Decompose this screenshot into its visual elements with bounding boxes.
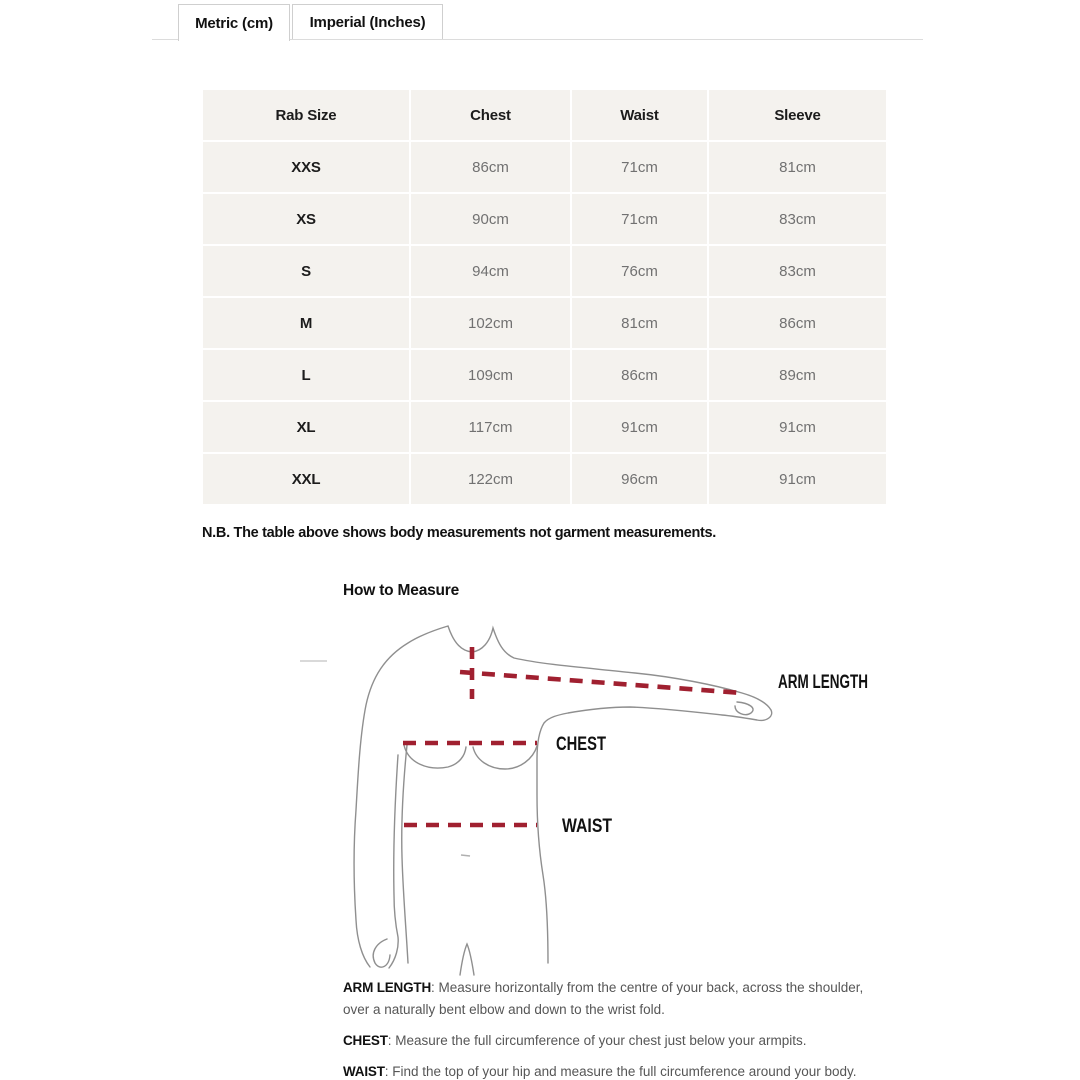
tab-metric[interactable] — [178, 4, 290, 41]
tab-imperial[interactable] — [292, 4, 443, 39]
waist-value-cell: 91cm — [572, 402, 707, 452]
size-cell: S — [203, 246, 409, 296]
instruction-arm-length-text: Measure horizontally from the centre of your back, across the shoulder, over a naturally bent elbow and down to the wrist fold. — [343, 980, 864, 1017]
separator: : — [431, 980, 439, 995]
navel-mark — [461, 855, 470, 856]
separator: : — [384, 1064, 393, 1079]
chest-curves — [404, 745, 537, 769]
instruction-waist-term: WAIST — [343, 1064, 385, 1079]
instruction-chest-term: CHEST — [343, 1033, 388, 1048]
size-cell: L — [203, 350, 409, 400]
waist-value-cell: 96cm — [572, 454, 707, 504]
waist-value-cell: 71cm — [572, 194, 707, 244]
diagram-labels — [556, 672, 868, 837]
instruction-waist-text: Find the top of your hip and measure the full circumference around your body. — [392, 1064, 857, 1079]
body-silhouette-path — [354, 626, 772, 967]
measurement-diagram — [290, 595, 930, 995]
size-table — [203, 90, 886, 504]
chest-value-cell: 86cm — [411, 142, 570, 192]
size-cell: XL — [203, 402, 409, 452]
right-hand-curl — [735, 702, 753, 715]
size-cell: XXS — [203, 142, 409, 192]
arm-length-label: ARM LENGTH — [778, 672, 868, 693]
tab-imperial-label: Imperial (Inches) — [309, 13, 426, 31]
sleeve-value-cell: 89cm — [709, 350, 886, 400]
sleeve-value-cell: 91cm — [709, 402, 886, 452]
waist-value-cell: 86cm — [572, 350, 707, 400]
sleeve-value-cell: 86cm — [709, 298, 886, 348]
how-to-measure-title: How to Measure — [343, 582, 460, 599]
instruction-chest-text: Measure the full circumference of your chest just below your armpits. — [395, 1033, 807, 1048]
tab-metric-label: Metric (cm) — [195, 14, 273, 32]
header-cell-rab-size: Rab Size — [203, 90, 409, 140]
chest-value-cell: 122cm — [411, 454, 570, 504]
sleeve-value-cell: 81cm — [709, 142, 886, 192]
instruction-waist — [343, 1061, 891, 1080]
left-hand-curl — [373, 939, 390, 967]
instruction-arm-length — [343, 977, 891, 1021]
sleeve-value-cell: 83cm — [709, 246, 886, 296]
waist-label: WAIST — [562, 816, 613, 837]
separator: : — [387, 1033, 396, 1048]
size-cell: XS — [203, 194, 409, 244]
chest-value-cell: 90cm — [411, 194, 570, 244]
note-text: N.B. The table above shows body measurements not garment measurements. — [202, 525, 717, 541]
chest-value-cell: 102cm — [411, 298, 570, 348]
header-cell-sleeve: Sleeve — [709, 90, 886, 140]
chest-value-cell: 117cm — [411, 402, 570, 452]
sleeve-value-cell: 83cm — [709, 194, 886, 244]
header-cell-waist: Waist — [572, 90, 707, 140]
chest-value-cell: 94cm — [411, 246, 570, 296]
crotch-line — [460, 944, 474, 975]
chest-value-cell: 109cm — [411, 350, 570, 400]
header-cell-chest: Chest — [411, 90, 570, 140]
instruction-chest — [343, 1030, 891, 1052]
size-cell: XXL — [203, 454, 409, 504]
chest-label: CHEST — [556, 734, 607, 755]
size-cell: M — [203, 298, 409, 348]
waist-value-cell: 71cm — [572, 142, 707, 192]
body-outline — [354, 626, 772, 975]
waist-value-cell: 81cm — [572, 298, 707, 348]
waist-value-cell: 76cm — [572, 246, 707, 296]
sleeve-value-cell: 91cm — [709, 454, 886, 504]
torso-left-edge — [402, 745, 408, 963]
left-arm-inner-edge — [389, 755, 398, 968]
instruction-arm-length-term: ARM LENGTH — [343, 980, 431, 995]
measurement-instructions — [343, 977, 891, 1080]
